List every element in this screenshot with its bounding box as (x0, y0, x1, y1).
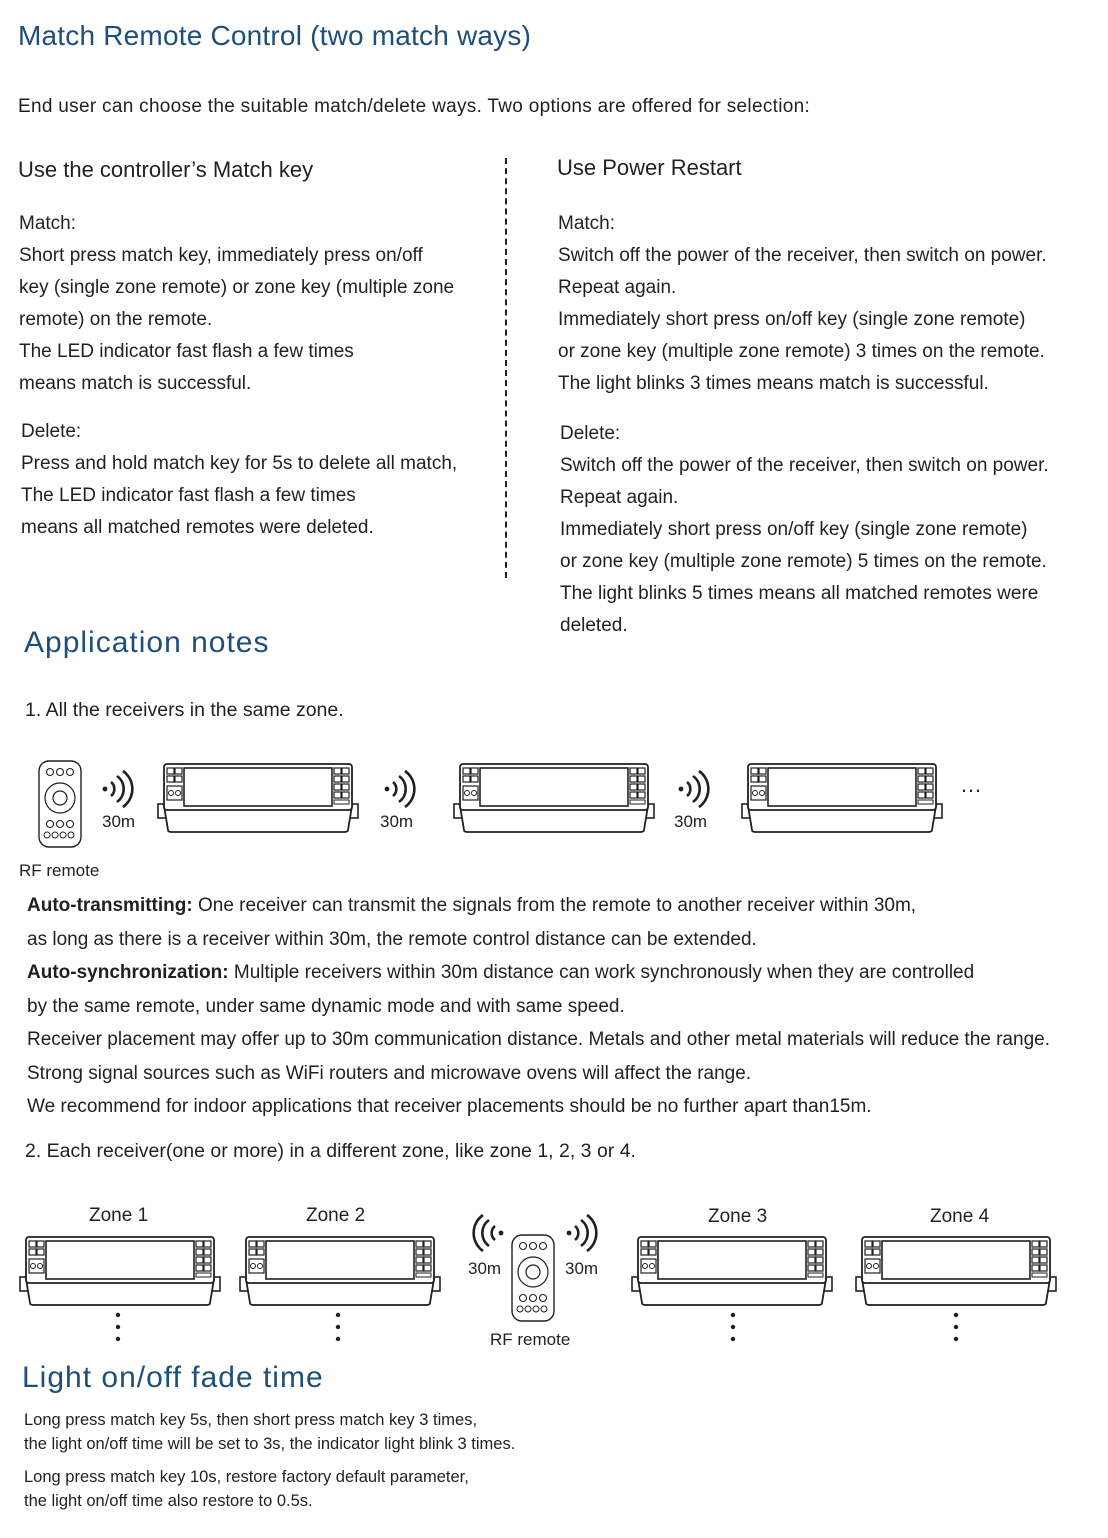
distance-label: 30m (468, 1259, 502, 1278)
left-column-heading: Use the controller’s Match key (18, 157, 314, 182)
left-delete-line: Press and hold match key for 5s to delete all match, (21, 453, 458, 474)
receiver-device-icon (856, 1233, 1056, 1308)
wireless-signal-icon (384, 772, 414, 808)
zone-label: Zone 4 (930, 1206, 990, 1227)
receiver-device-icon (240, 1233, 440, 1308)
rf-remote-label: RF remote (19, 861, 100, 880)
rf-remote-label: RF remote (490, 1330, 571, 1349)
fade-time-heading: Light on/off fade time (22, 1361, 324, 1394)
placement-line: We recommend for indoor applications that receiver placements should be no further apart than15m. (27, 1096, 872, 1117)
zone-label: Zone 3 (708, 1206, 768, 1227)
column-divider (505, 158, 507, 578)
distance-label: 30m (380, 812, 414, 831)
right-match-label: Match: (558, 213, 616, 234)
receiver-device-icon (742, 760, 942, 835)
left-match-block (19, 208, 454, 400)
left-delete-line: The LED indicator fast flash a few times (21, 485, 356, 506)
placement-line: Strong signal sources such as WiFi routers and microwave ovens will affect the range. (27, 1062, 752, 1084)
placement-line: Receiver placement may offer up to 30m communication distance. Metals and other metal materials will reduce the range. (27, 1029, 1050, 1050)
receiver-device-icon (632, 1233, 832, 1308)
more-receivers-dots (730, 1312, 738, 1344)
wireless-signal-icon (474, 1216, 504, 1252)
left-match-label: Match: (19, 213, 77, 234)
notes-text-block (27, 889, 1050, 1124)
wireless-signal-icon (566, 1216, 596, 1252)
right-match-block (558, 208, 1047, 400)
left-delete-label: Delete: (21, 421, 82, 442)
right-delete-line: Switch off the power of the receiver, then switch on power. (560, 455, 1049, 476)
distance-label: 30m (102, 812, 136, 831)
right-delete-label: Delete: (560, 423, 621, 444)
receiver-device-icon (20, 1233, 220, 1308)
right-delete-block (560, 418, 1049, 642)
right-match-line: Repeat again. (558, 277, 677, 298)
receiver-device-icon (158, 760, 358, 835)
left-match-line: means match is successful. (19, 373, 252, 394)
right-delete-line: Repeat again. (560, 487, 679, 508)
right-delete-line: or zone key (multiple zone remote) 5 times on the remote. (560, 551, 1047, 572)
rf-remote-icon (511, 1234, 557, 1324)
fade-paragraph-1 (24, 1408, 515, 1456)
rf-remote-icon (38, 760, 84, 850)
fade-line: the light on/off time will be set to 3s, the indicator light blink 3 times. (24, 1435, 516, 1453)
left-delete-block (21, 416, 457, 544)
right-delete-line: deleted. (560, 615, 628, 636)
distance-label: 30m (674, 812, 708, 831)
auto-sync-line2: by the same remote, under same dynamic mode and with same speed. (27, 995, 625, 1017)
left-match-line: The LED indicator fast flash a few times (19, 341, 354, 362)
intro-text: End user can choose the suitable match/delete ways. Two options are offered for selection: (18, 96, 811, 117)
auto-transmitting-line (27, 889, 1050, 923)
auto-sync-line (27, 956, 1050, 990)
left-delete-line: means all matched remotes were deleted. (21, 517, 374, 538)
fade-line: the light on/off time also restore to 0.5s. (24, 1492, 313, 1510)
auto-sync-text: Multiple receivers within 30m distance can work synchronously when they are controlled (228, 962, 975, 983)
more-receivers-dots (953, 1312, 961, 1344)
right-match-line: Switch off the power of the receiver, then switch on power. (558, 245, 1047, 266)
fade-paragraph-2 (24, 1465, 469, 1513)
page-title: Match Remote Control (two match ways) (18, 20, 532, 51)
auto-transmitting-line2: as long as there is a receiver within 30m, the remote control distance can be extended. (27, 928, 757, 950)
left-match-line: remote) on the remote. (19, 309, 213, 330)
auto-transmitting-text: One receiver can transmit the signals from the remote to another receiver within 30m, (192, 895, 917, 916)
fade-line: Long press match key 10s, restore factory default parameter, (24, 1468, 469, 1486)
left-match-line: Short press match key, immediately press on/off (19, 245, 423, 266)
note-item-1: 1. All the receivers in the same zone. (25, 699, 344, 721)
more-receivers-dots (335, 1312, 343, 1344)
more-receivers-ellipsis: … (960, 772, 984, 797)
distance-label: 30m (565, 1259, 599, 1278)
receiver-device-icon (454, 760, 654, 835)
auto-sync-label: Auto-synchronization: (27, 962, 229, 983)
auto-transmitting-label: Auto-transmitting: (27, 895, 193, 916)
zone-label: Zone 1 (89, 1205, 149, 1226)
right-delete-line: Immediately short press on/off key (single zone remote) (560, 519, 1028, 540)
wireless-signal-icon (102, 772, 132, 808)
note-item-2: 2. Each receiver(one or more) in a different zone, like zone 1, 2, 3 or 4. (25, 1140, 636, 1162)
more-receivers-dots (115, 1312, 123, 1344)
right-match-line: Immediately short press on/off key (single zone remote) (558, 309, 1026, 330)
right-column-heading: Use Power Restart (557, 155, 742, 180)
application-notes-heading: Application notes (24, 626, 270, 659)
left-match-line: key (single zone remote) or zone key (multiple zone (19, 277, 455, 298)
wireless-signal-icon (678, 772, 708, 808)
fade-line: Long press match key 5s, then short press match key 3 times, (24, 1411, 478, 1429)
zone-label: Zone 2 (306, 1205, 366, 1226)
right-delete-line: The light blinks 5 times means all matched remotes were (560, 583, 1039, 604)
right-match-line: The light blinks 3 times means match is successful. (558, 373, 989, 394)
right-match-line: or zone key (multiple zone remote) 3 times on the remote. (558, 341, 1045, 362)
